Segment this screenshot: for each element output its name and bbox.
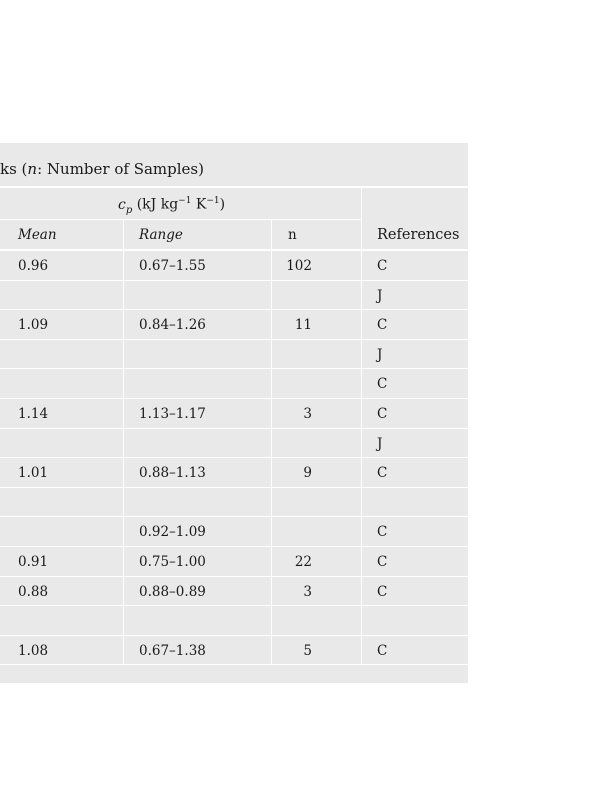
- cp-symbol-base: c: [118, 196, 126, 213]
- caption-suffix: : Number of Samples): [37, 160, 204, 178]
- reference-cell: C: [377, 376, 388, 393]
- row-rule: [0, 309, 468, 310]
- reference-cell: C: [377, 583, 388, 600]
- cp-unit-exp2: −1: [206, 196, 220, 206]
- column-rule: [271, 219, 272, 665]
- row-rule: [0, 398, 468, 399]
- header-top-rule: [0, 186, 468, 188]
- row-rule: [0, 546, 468, 547]
- range-cell: 0.92–1.09: [139, 524, 206, 541]
- cp-symbol-sub: p: [125, 204, 133, 216]
- n-cell: 22: [294, 554, 312, 570]
- reference-cell: J: [377, 287, 383, 304]
- row-rule: [0, 280, 468, 281]
- range-cell: 0.88–1.13: [139, 465, 206, 482]
- group-header-rule: [0, 219, 361, 220]
- range-cell: 0.84–1.26: [139, 317, 206, 334]
- reference-cell: C: [377, 406, 388, 422]
- reference-cell: C: [377, 554, 388, 570]
- row-rule: [0, 339, 468, 340]
- table-caption: [0, 160, 204, 178]
- n-cell: 102: [286, 258, 312, 274]
- n-cell: 9: [303, 465, 312, 482]
- reference-cell: C: [377, 642, 388, 659]
- reference-cell: J: [377, 346, 383, 363]
- n-header: n: [288, 227, 297, 243]
- mean-cell: 0.96: [18, 258, 49, 274]
- table-panel: [0, 143, 468, 683]
- row-rule: [0, 635, 468, 636]
- mean-cell: 1.09: [18, 317, 49, 334]
- mean-cell: 1.14: [18, 406, 49, 422]
- row-rule: [0, 487, 468, 488]
- caption-n-symbol: n: [27, 160, 38, 178]
- row-rule: [0, 516, 468, 517]
- row-rule: [0, 605, 468, 606]
- row-rule: [0, 664, 468, 665]
- reference-cell: C: [377, 317, 388, 334]
- range-cell: 0.75–1.00: [139, 554, 206, 570]
- mean-header: Mean: [18, 227, 57, 243]
- mean-cell: 1.08: [18, 642, 49, 659]
- mean-cell: 0.91: [18, 554, 49, 570]
- range-cell: 1.13–1.17: [139, 406, 206, 422]
- column-rule: [361, 187, 362, 665]
- cp-unit-mid: K: [191, 196, 207, 213]
- n-cell: 5: [303, 642, 312, 659]
- header-bottom-rule: [0, 249, 468, 251]
- reference-cell: J: [377, 435, 383, 452]
- reference-cell: C: [377, 465, 388, 482]
- references-header: References: [377, 227, 460, 243]
- n-cell: 3: [303, 406, 312, 422]
- range-cell: 0.67–1.55: [139, 258, 206, 274]
- n-cell: 3: [303, 583, 312, 600]
- range-header: Range: [139, 227, 183, 243]
- cp-unit-prefix: (kJ kg: [132, 196, 179, 213]
- range-cell: 0.88–0.89: [139, 583, 206, 600]
- cp-symbol: [118, 196, 133, 216]
- row-rule: [0, 576, 468, 577]
- n-cell: 11: [294, 317, 312, 334]
- caption-prefix: ks (: [0, 160, 28, 178]
- reference-cell: C: [377, 524, 388, 541]
- row-rule: [0, 368, 468, 369]
- cp-unit-exp1: −1: [178, 196, 192, 206]
- mean-cell: 0.88: [18, 583, 49, 600]
- cp-group-header: [118, 196, 225, 215]
- row-rule: [0, 457, 468, 458]
- reference-cell: C: [377, 258, 388, 274]
- row-rule: [0, 428, 468, 429]
- range-cell: 0.67–1.38: [139, 642, 206, 659]
- column-rule: [123, 219, 124, 665]
- cp-unit-suffix: ): [219, 196, 226, 213]
- mean-cell: 1.01: [18, 465, 49, 482]
